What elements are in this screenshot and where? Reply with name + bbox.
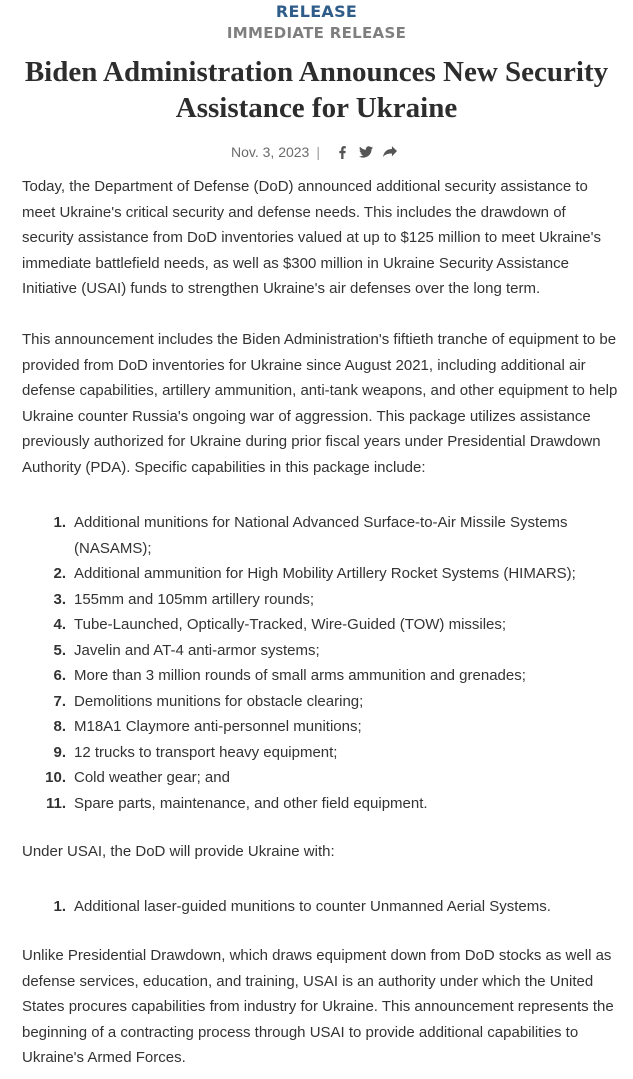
meta-separator: | [316,144,320,160]
list-item-text: Additional ammunition for High Mobility Artillery Rocket Systems (HIMARS); [74,565,576,582]
article-meta [0,144,633,160]
list-item-text: 155mm and 105mm artillery rounds; [74,590,315,608]
list-item-number: 7. [53,692,66,710]
list-item [40,791,610,817]
list-item-text: Spare parts, maintenance, and other field equipment. [74,794,428,812]
list-item-number: 2. [53,565,66,582]
list-item [40,510,610,561]
list-item-text: Cold weather gear; and [74,769,230,786]
page-title: Biden Administration Announces New Security Assistance for Ukraine [24,56,609,124]
list-item-text: Additional munitions for National Advanced Surface-to-Air Missile Systems (NASAMS); [74,514,568,557]
list-item [40,638,610,664]
list-item [40,894,610,920]
usai-list [40,894,610,920]
list-item-number: 6. [53,667,66,684]
list-item-text: Demolitions munitions for obstacle clearing; [74,692,364,710]
list-item-number: 5. [53,641,66,659]
list-item-number: 8. [53,718,66,735]
list-item-number: 10. [45,769,66,786]
list-item [40,714,610,740]
list-item-number: 3. [53,590,66,608]
list-item [40,740,610,766]
list-item [40,689,610,715]
paragraph-usai-explainer: Unlike Presidential Drawdown, which draws equipment down from DoD stocks as well as defense services, education, and training, USAI is an authority under which the United States procures capabilities from industry for Ukraine. This announcement represents the beginning of a contracting process through USAI to provide additional capabilities to Ukraine's Armed Forces. [22,947,614,1066]
list-item-number: 11. [45,794,66,812]
list-item-number: 9. [53,743,66,761]
list-item-text: 12 trucks to transport heavy equipment; [74,743,338,761]
list-item [40,612,610,638]
list-item-text: Javelin and AT-4 anti-armor systems; [74,641,320,659]
release-subcategory: IMMEDIATE RELEASE [226,24,407,42]
facebook-icon[interactable] [335,145,349,159]
list-item [40,765,610,791]
list-item-number: 4. [53,616,66,633]
release-category: RELEASE [275,2,358,21]
paragraph-usai-intro: Under USAI, the DoD will provide Ukraine with: [22,843,335,860]
paragraph-tranche: This announcement includes the Biden Administration's fiftieth tranche of equipment to be provided from DoD inventories for Ukraine since August 2021, including additional air defense capabilities, artillery ammunition, anti-tank weapons, and other equipment to help Ukraine counter Russia's ongoing war of aggression. This package utilizes assistance previously authorized for Ukraine during prior fiscal years under Presidential Drawdown Authority (PDA). Specific capabilities in this package include: [22,331,618,476]
list-item-text: More than 3 million rounds of small arms ammunition and grenades; [74,667,526,684]
list-item-text: M18A1 Claymore anti-personnel munitions; [74,718,362,735]
list-item-number: 1. [53,898,66,915]
list-item [40,561,610,587]
share-icon[interactable] [383,145,397,159]
list-item [40,587,610,613]
twitter-icon[interactable] [359,145,373,159]
capabilities-list [40,510,610,816]
list-item-number: 1. [53,514,66,531]
release-date: Nov. 3, 2023 [231,144,310,160]
list-item-text: Tube-Launched, Optically-Tracked, Wire-Guided (TOW) missiles; [74,616,507,633]
list-item [40,663,610,689]
list-item-text: Additional laser-guided munitions to counter Unmanned Aerial Systems. [74,898,551,915]
paragraph-intro: Today, the Department of Defense (DoD) announced additional security assistance to meet Ukraine's critical security and defense needs. This includes the drawdown of security assistance from DoD inventories valued at up to $125 million to meet Ukraine's immediate battlefield needs, as well as $300 million in Ukraine Security Assistance Initiative (USAI) funds to strengthen Ukraine's air defenses over the long term. [22,178,601,297]
